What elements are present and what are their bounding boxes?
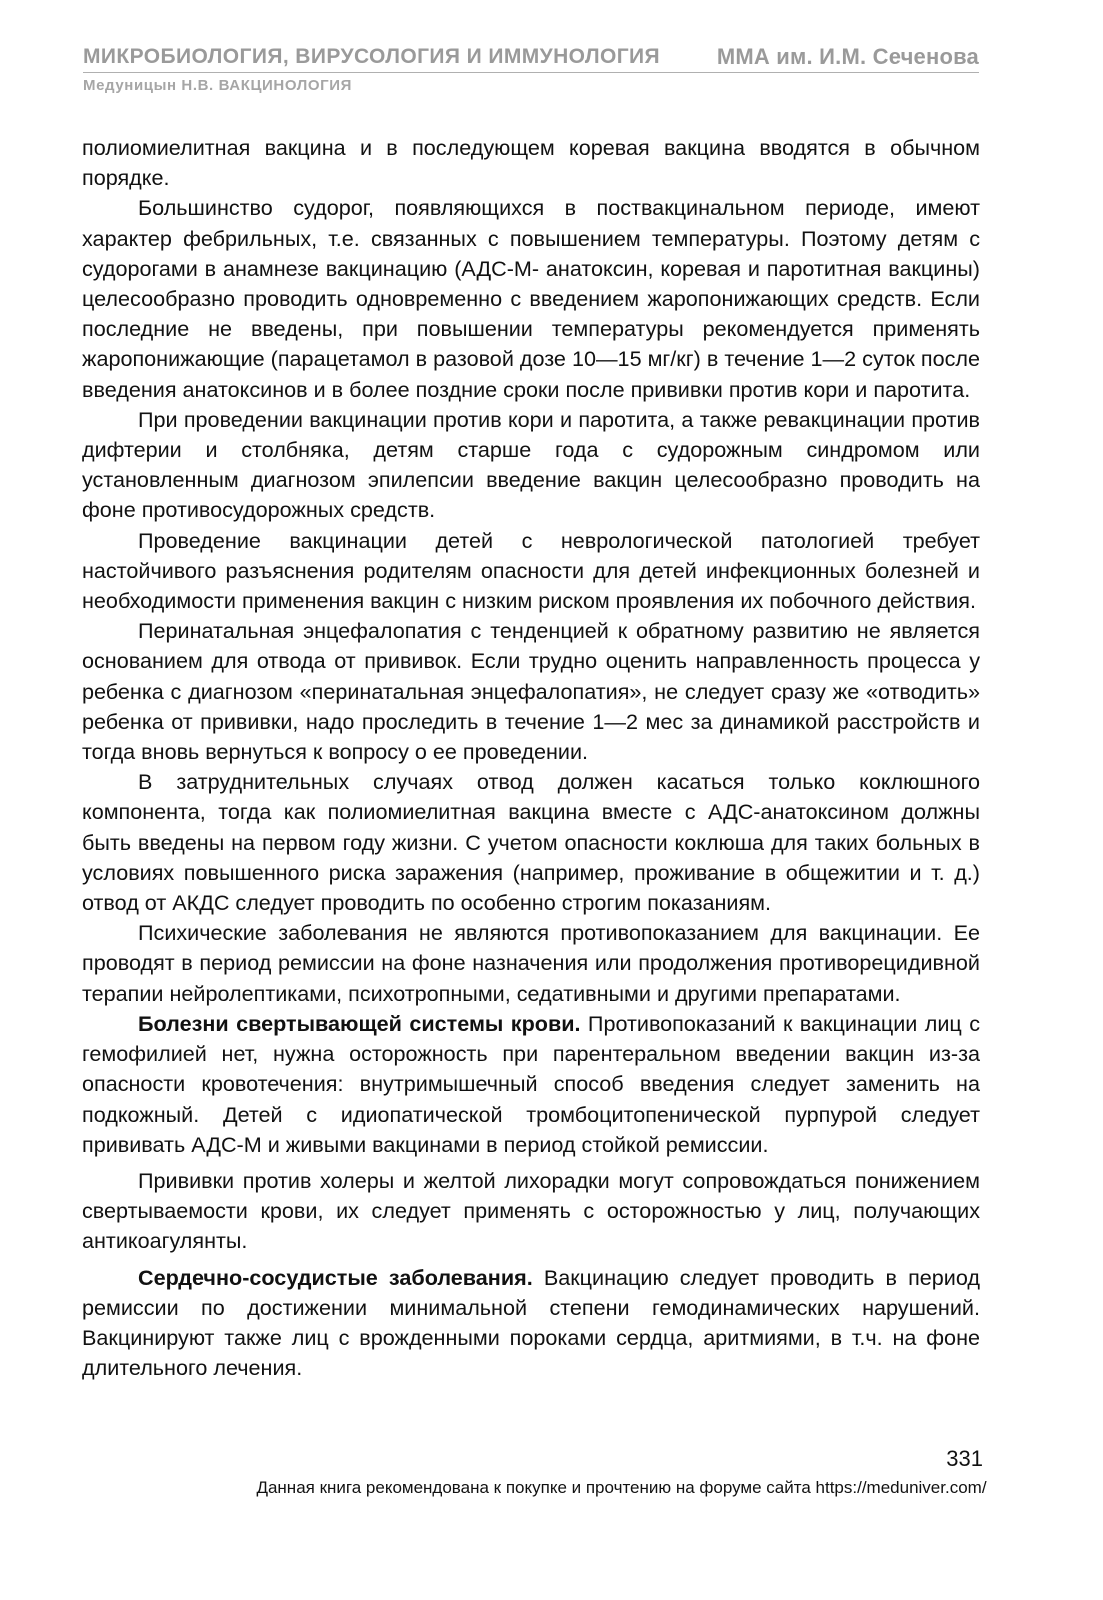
running-header [83, 44, 979, 94]
paragraph-7: Психические заболевания не являются противопоказанием для вакцинации. Ее проводят в период ремиссии на фоне назначения или продолжения противорецидивной терапии нейролептиками, психотропными, седативными и другими препаратами. [82, 920, 980, 1006]
paragraph-10-text: Вакцинацию следует проводить в период ремиссии по достижении минимальной степени гемодинамических нарушений. Вакцинируют также лиц с врожденными пороками сердца, аритмиями, в т.ч. на фоне длительного лечения. [82, 1264, 980, 1381]
paragraph-8-text: Противопоказаний к вакцинации лиц с гемофилией нет, нужна осторожность при парентеральном введении вакцин из-за опасности кровотечения: внутримышечный способ введения следует заменить на подкожный. Детей с идиопатической тромбоцитопенической пурпурой следует прививать АДС-М и живыми вакцинами в период стойкой ремиссии. [82, 1010, 980, 1157]
header-book-series: МИКРОБИОЛОГИЯ, ВИРУСОЛОГИЯ И ИММУНОЛОГИЯ [83, 45, 661, 68]
section-heading-cardio: Сердечно-сосудистые заболевания. [138, 1264, 533, 1290]
header-title-row [83, 44, 979, 73]
paragraph-8 [82, 1009, 980, 1160]
header-author-title: Медуницын Н.В. ВАКЦИНОЛОГИЯ [83, 77, 352, 94]
header-institution: ММА им. И.М. Сеченова [716, 44, 979, 69]
paragraph-6: В затруднительных случаях отвод должен касаться только коклюшного компонента, тогда как полиомиелитная вакцина вместе с АДС-анатоксином должны быть введены на первом году жизни. С учетом опасности коклюша для таких больных в условиях повышенного риска заражения (например, проживание в общежитии и т. д.) отвод от АКДС следует проводить по особенно строгим показаниям. [82, 769, 980, 916]
page-number: 331 [946, 1446, 983, 1471]
paragraph-3: При проведении вакцинации против кори и паротита, а также ревакцинации против дифтерии и столбняка, детям старше года с судорожным синдромом или установленным диагнозом эпилепсии введение вакцин целесообразно проводить на фоне противосудорожных средств. [82, 406, 980, 523]
section-heading-blood: Болезни свертывающей системы крови. [138, 1010, 581, 1036]
paragraph-4: Проведение вакцинации детей с неврологической патологией требует настойчивого разъяснения родителям опасности для детей инфекционных болезней и необходимости применения вакцин с низким риском проявления их побочного действия. [82, 527, 980, 614]
paragraph-1: полиомиелитная вакцина и в последующем коревая вакцина вводятся в обычном порядке. [82, 135, 980, 191]
paragraph-9: Прививки против холеры и желтой лихорадки могут сопровождаться понижением свертываемости крови, их следует применять с осторожностью у лиц, получающих антикоагулянты. [82, 1167, 980, 1254]
page-body [82, 133, 980, 1383]
paragraph-5: Перинатальная энцефалопатия с тенденцией к обратному развитию не является основанием для отвода от прививок. Если трудно оценить направленность процесса у ребенка с диагнозом «перинатальная энцефалопатия», не следует сразу же «отводить» ребенка от прививки, надо проследить в течение 1—2 мес за динамикой расстройств и тогда вновь вернуться к вопросу о ее проведении. [82, 618, 980, 765]
paragraph-10 [82, 1263, 980, 1384]
footer-note: Данная книга рекомендована к покупке и прочтению на форуме сайта https://meduniver.com/ [256, 1478, 987, 1497]
paragraph-2: Большинство судорог, появляющихся в поствакцинальном периоде, имеют характер фебрильных, т.е. связанных с повышением температуры. Поэтому детям с судорогами в анамнезе вакцинацию (АДС-М- анатоксин, коревая и паротитная вакцины) целесообразно проводить одновременно с введением жаропонижающих средств. Если последние не введены, при повышении температуры рекомендуется применять жаропонижающие (парацетамол в разовой дозе 10—15 мг/кг) в течение 1—2 суток после введения анатоксинов и в более поздние сроки после прививки против кори и паротита. [82, 195, 980, 402]
